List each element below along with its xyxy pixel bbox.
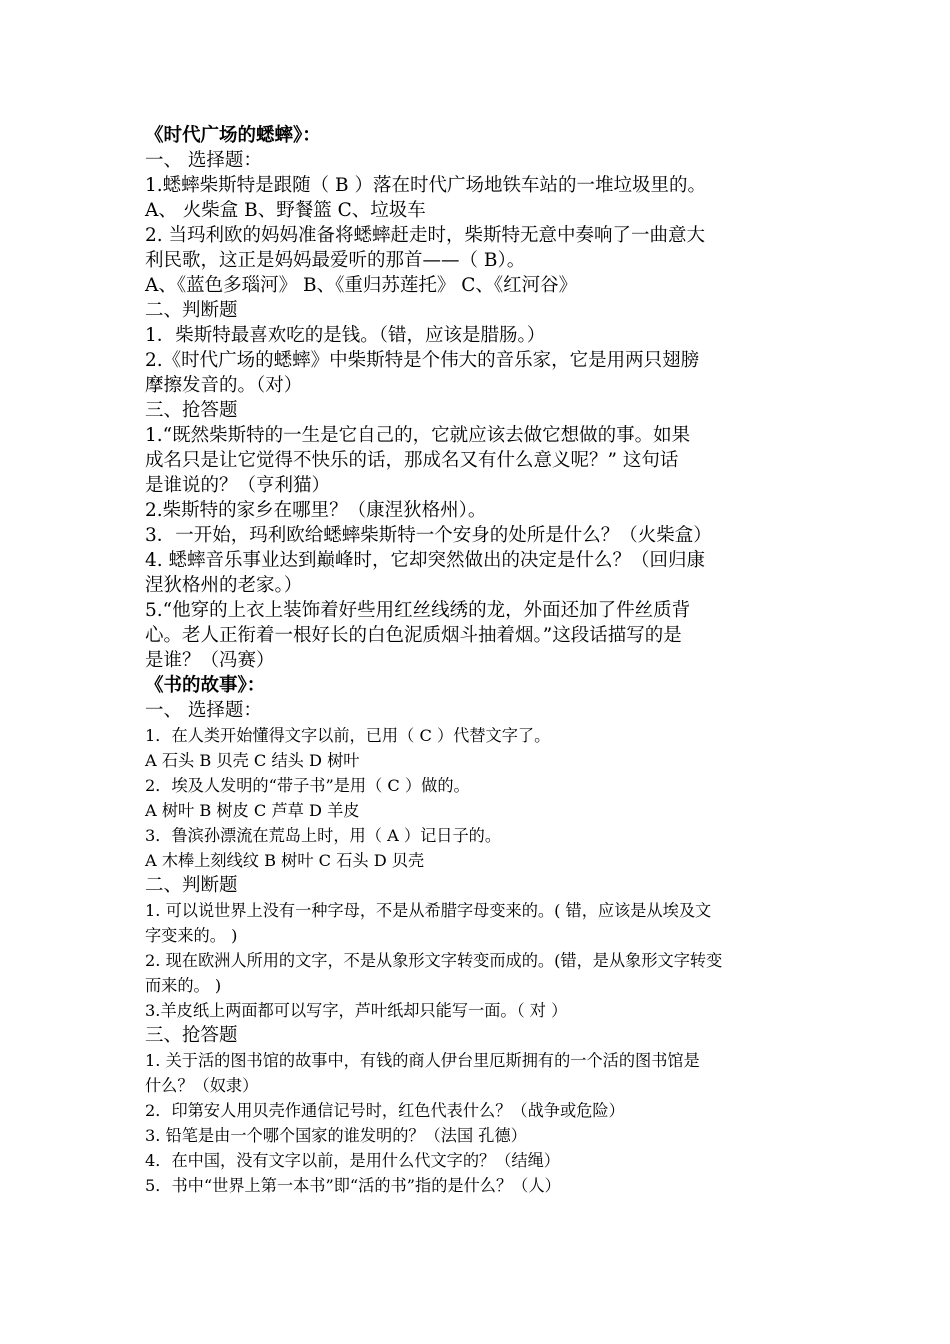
text-line: A 树叶 B 树皮 C 芦草 D 羊皮 xyxy=(145,801,360,820)
text-line: 而来的。 ) xyxy=(145,976,222,995)
text-line: 是谁说的？（亨利猫） xyxy=(145,475,331,496)
text-line: 1. 可以说世界上没有一种字母，不是从希腊字母变来的。( 错，应该是从埃及文 xyxy=(145,901,712,920)
text-line: 2. 现在欧洲人所用的文字，不是从象形文字转变而成的。(错，是从象形文字转变 xyxy=(145,951,723,970)
text-line: 1．柴斯特最喜欢吃的是钱。（错，应该是腊肠。） xyxy=(145,325,546,346)
text-line: 4. 蟋蟀音乐事业达到巅峰时，它却突然做出的决定是什么？（回归康 xyxy=(145,550,706,571)
text-line: 5．书中“世界上第一本书”即“活的书”指的是什么？（人） xyxy=(145,1176,561,1195)
text-line: 3．一开始，玛利欧给蟋蟀柴斯特一个安身的处所是什么？（火柴盒） xyxy=(145,525,712,546)
text-line: 1.蟋蟀柴斯特是跟随（ B ）落在时代广场地铁车站的一堆垃圾里的。 xyxy=(145,175,707,196)
text-line: 是谁？（冯赛） xyxy=(145,650,275,671)
text-line: 一、 选择题： xyxy=(145,150,262,171)
text-line: 摩擦发音的。（对） xyxy=(145,375,303,396)
text-line: 2．印第安人用贝壳作通信记号时，红色代表什么？（战争或危险） xyxy=(145,1101,625,1120)
text-line: A 石头 B 贝壳 C 结头 D 树叶 xyxy=(145,751,360,770)
text-line: 二、判断题 xyxy=(145,875,238,896)
text-line: A、 火柴盒 B、野餐篮 C、垃圾车 xyxy=(145,200,426,221)
text-line: 字变来的。 ) xyxy=(145,926,238,945)
text-line: 涅狄格州的老家。） xyxy=(145,575,303,596)
text-line: 2．埃及人发明的“带子书”是用（ C ）做的。 xyxy=(145,776,470,795)
text-line: 什么？（奴隶） xyxy=(145,1076,259,1095)
text-line: 三、抢答题 xyxy=(145,1025,238,1046)
text-line: 成名只是让它觉得不快乐的话，那成名又有什么意义呢？” 这句话 xyxy=(145,450,679,471)
text-line: 1. 关于活的图书馆的故事中，有钱的商人伊台里厄斯拥有的一个活的图书馆是 xyxy=(145,1051,700,1070)
text-line: 5.“他穿的上衣上装饰着好些用红丝线绣的龙，外面还加了件丝质背 xyxy=(145,600,691,621)
text-line: 2.柴斯特的家乡在哪里？（康涅狄格州）。 xyxy=(145,500,487,521)
text-line: 3.羊皮纸上两面都可以写字，芦叶纸却只能写一面。（ 对 ） xyxy=(145,1001,568,1020)
section-book-body xyxy=(145,698,815,1198)
document-page xyxy=(145,123,815,1198)
text-line: 二、判断题 xyxy=(145,300,238,321)
text-line: 2.《时代广场的蟋蟀》中柴斯特是个伟大的音乐家，它是用两只翅膀 xyxy=(145,350,700,371)
text-line: A、《蓝色多瑙河》 B、《重归苏莲托》 C、《红河谷》 xyxy=(145,275,578,296)
section-title-book: 《书的故事》： xyxy=(145,675,266,696)
text-line: A 木棒上刻线纹 B 树叶 C 石头 D 贝壳 xyxy=(145,851,425,870)
section-cricket-body xyxy=(145,148,815,673)
text-line: 2. 当玛利欧的妈妈准备将蟋蟀赶走时，柴斯特无意中奏响了一曲意大 xyxy=(145,225,706,246)
text-line: 3．鲁滨孙漂流在荒岛上时，用（ A ）记日子的。 xyxy=(145,826,502,845)
text-line: 利民歌，这正是妈妈最爱听的那首——（ B）。 xyxy=(145,250,526,271)
text-line: 1．在人类开始懂得文字以前，已用（ C ）代替文字了。 xyxy=(145,726,551,745)
text-line: 1.“既然柴斯特的一生是它自己的，它就应该去做它想做的事。如果 xyxy=(145,425,691,446)
text-line: 4．在中国，没有文字以前，是用什么代文字的？（结绳） xyxy=(145,1151,560,1170)
text-line: 三、抢答题 xyxy=(145,400,238,421)
text-line: 心。老人正衔着一根好长的白色泥质烟斗抽着烟。”这段话描写的是 xyxy=(145,625,682,646)
text-line: 3. 铅笔是由一个哪个国家的谁发明的？（法国 孔德） xyxy=(145,1126,527,1145)
text-line: 一、 选择题： xyxy=(145,700,262,721)
section-title-cricket: 《时代广场的蟋蟀》： xyxy=(145,125,321,146)
